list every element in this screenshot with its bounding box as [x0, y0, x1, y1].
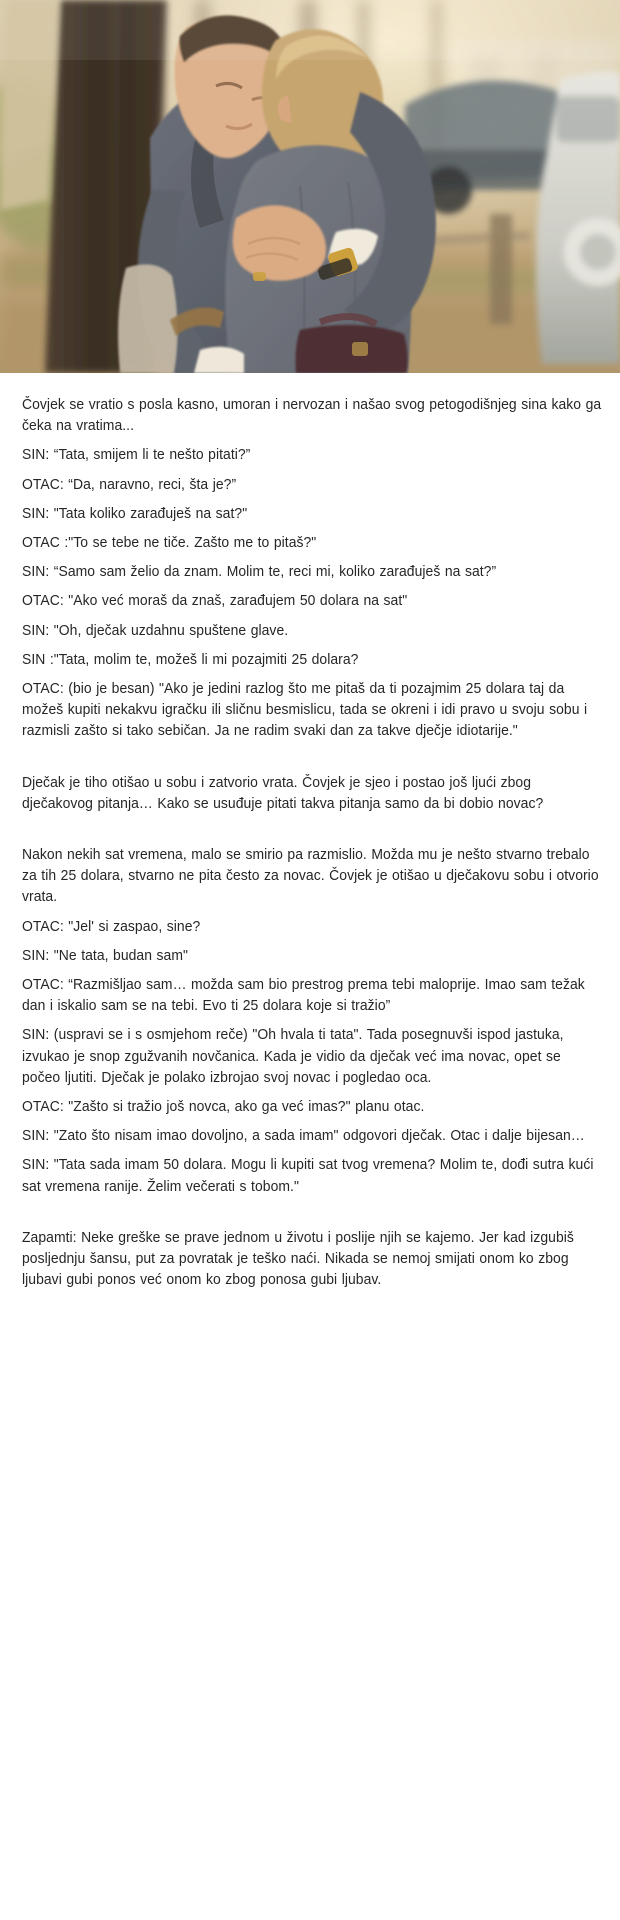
story-body: [0, 373, 620, 1318]
story-paragraph: SIN: “Tata, smijem li te nešto pitati?”: [22, 447, 251, 464]
story-paragraph: SIN: "Tata koliko zarađuješ na sat?": [22, 505, 248, 522]
story-paragraph: Nakon nekih sat vremena, malo se smirio pa razmislio. Možda mu je nešto stvarno trebalo za tih 25 dolara, stvarno ne pita često za novac. Čovjek je otišao u dječakovu sobu i otvorio vrata.: [22, 847, 599, 906]
story-paragraph: SIN: (uspravi se i s osmjehom reče) "Oh hvala ti tata". Tada posegnuvši ispod jastuka, izvukao je snop zgužvanih novčanica. Kada je vidio da dječak već ima novac, opet se počeo ljutiti. Dječak je polako izbrojao svoj novac i pogledao oca.: [22, 1027, 564, 1086]
story-moral: Zapamti: Neke greške se prave jednom u životu i poslije njih se kajemo. Jer kad izgubiš posljednju šansu, put za povratak je teško naći. Nikada se nemoj smijati onom ko zbog ljubavi gubi ponos već onom ko zbog ponosa gubi ljubav.: [22, 1229, 574, 1289]
hero-photo-illustration: [0, 0, 620, 373]
story-paragraph: OTAC: (bio je besan) "Ako je jedini razlog što me pitaš da ti pozajmim 25 dolara taj da možeš kupiti nekakvu igračku ili sličnu besmislicu, tada se okreni i idi pravo u svoju sobu i razmisli zašto si tako sebičan. Ja ne radim svaki dan za takve dječje idiotarije.": [22, 681, 588, 740]
story-paragraph: SIN: "Ne tata, budan sam": [22, 947, 189, 964]
story-paragraph: OTAC: "Jel' si zaspao, sine?: [22, 918, 201, 935]
story-paragraph: OTAC :"To se tebe ne tiče. Zašto me to pitaš?": [22, 535, 317, 552]
story-paragraph: SIN: "Oh, dječak uzdahnu spuštene glave.: [22, 622, 289, 639]
story-paragraph: OTAC: “Da, naravno, reci, šta je?”: [22, 476, 237, 493]
story-paragraph: OTAC: "Zašto si tražio još novca, ako ga već imas?" planu otac.: [22, 1099, 425, 1116]
story-paragraph: SIN: “Samo sam želio da znam. Molim te, reci mi, koliko zarađuješ na sat?”: [22, 564, 497, 581]
hero-photo: [0, 0, 620, 373]
story-paragraph: OTAC: "Ako već moraš da znaš, zarađujem 50 dolara na sat": [22, 593, 408, 610]
story-paragraph: Čovjek se vratio s posla kasno, umoran i nervozan i našao svog petogodišnjeg sina kako ga čeka na vratima...: [22, 397, 602, 435]
story-paragraph: SIN: "Zato što nisam imao dovoljno, a sada imam" odgovori dječak. Otac i dalje bijesan…: [22, 1128, 585, 1145]
story-paragraph: SIN :"Tata, molim te, možeš li mi pozajmiti 25 dolara?: [22, 651, 359, 668]
story-paragraph: SIN: "Tata sada imam 50 dolara. Mogu li kupiti sat tvog vremena? Molim te, dođi sutra kući sat vremena ranije. Želim večerati s tobom.": [22, 1157, 594, 1195]
story-paragraph: OTAC: “Razmišljao sam… možda sam bio prestrog prema tebi maloprije. Imao sam težak dan i iskalio sam se na tebi. Evo ti 25 dolara koje si tražio”: [22, 977, 585, 1015]
story-paragraph: Dječak je tiho otišao u sobu i zatvorio vrata. Čovjek je sjeo i postao još ljući zbog dječakovog pitanja… Kako se usuđuje pitati takva pitanja samo da bi dobio novac?: [22, 774, 544, 812]
